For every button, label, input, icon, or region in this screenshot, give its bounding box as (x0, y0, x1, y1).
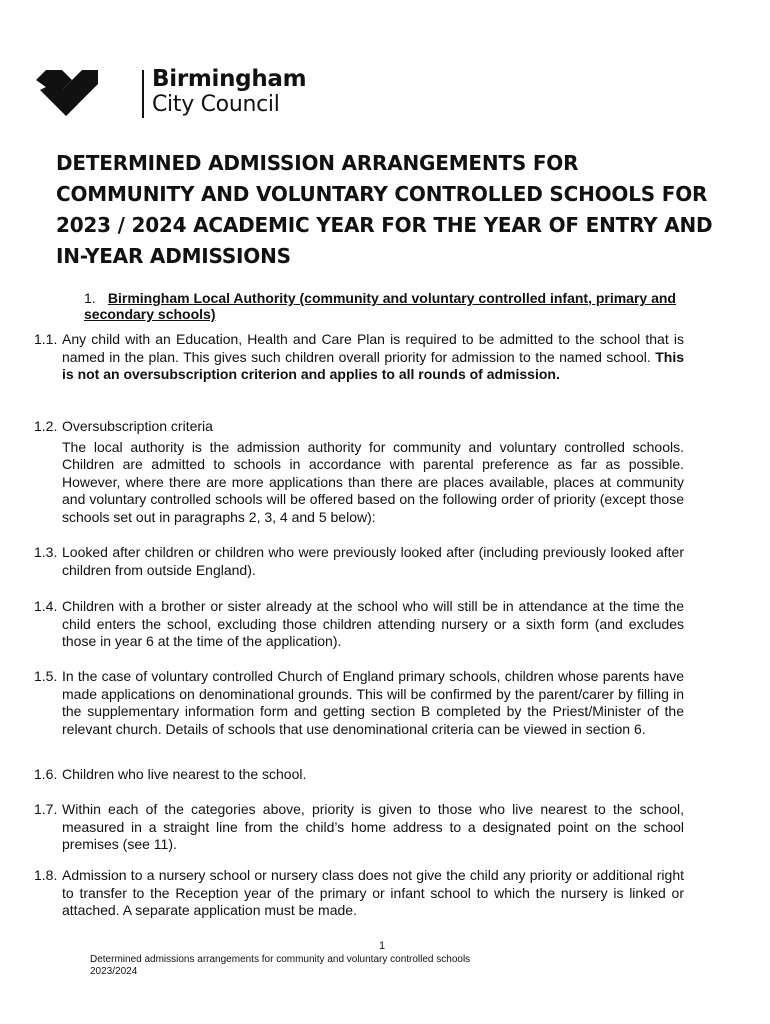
paragraph-number: 1.5. (34, 668, 58, 684)
paragraph-text: Children with a brother or sister already at the school who will still be in attendance at the time the child enters the school, excluding those children attending nursery or a sixth form (and excludes those in year 6 at the time of the application). (62, 598, 684, 649)
footer-line-1: Determined admissions arrangements for community and voluntary controlled schools (90, 954, 471, 965)
paragraph-text: In the case of voluntary controlled Church of England primary schools, children whose parents have made applications on denominational grounds. This will be confirmed by the parent/carer by filling in the supplementary information form and getting section B completed by the Priest/Minister of the relevant church. Details of schools that use denominational criteria can be viewed in section 6. (62, 668, 684, 737)
paragraph-1-7 (34, 801, 684, 854)
paragraph-1-5 (34, 668, 684, 738)
paragraph-1-8 (34, 867, 684, 920)
document-title: DETERMINED ADMISSION ARRANGEMENTS FOR COMMUNITY AND VOLUNTARY CONTROLLED SCHOOLS FOR 2023 / 2024 ACADEMIC YEAR FOR THE YEAR OF ENTRY AND IN-YEAR ADMISSIONS (56, 151, 713, 268)
paragraph-text: The local authority is the admission authority for community and voluntary controlled schools. Children are admitted to schools in accordance with parental preference as far as possible. However, where there are more applications than there are places available, places at community and voluntary controlled schools will be offered based on the following order of priority (except those schools set out in paragraphs 2, 3, 4 and 5 below): (62, 438, 684, 525)
footer-line-2: 2023/2024 (90, 966, 138, 977)
section-number: 1. (84, 290, 96, 306)
paragraph-number: 1.6. (34, 766, 58, 782)
logo-text-birmingham: Birmingham (152, 66, 307, 92)
logo-divider (142, 70, 144, 118)
page-footer (90, 954, 650, 978)
paragraph-number: 1.2. (34, 418, 58, 434)
section-1-heading (84, 290, 684, 322)
paragraph-subheading: Oversubscription criteria (62, 418, 213, 434)
paragraph-text: Admission to a nursery school or nursery class does not give the child any priority or additional right to transfer to the Reception year of the primary or infant school to which the nursery is linked or attached. A separate application must be made. (62, 867, 684, 918)
paragraph-1-3 (34, 544, 684, 579)
page-number: 1 (379, 940, 386, 952)
bcc-heart-mark-icon (36, 70, 134, 116)
paragraph-1-2 (34, 418, 684, 526)
paragraph-bold-text: This is not an oversubscription criterion and applies to all rounds of admission. (62, 348, 684, 382)
section-heading-text: Birmingham Local Authority (community and voluntary controlled infant, primary and secondary schools) (84, 290, 676, 322)
paragraph-text: Looked after children or children who were previously looked after (including previously looked after children from outside England). (62, 544, 684, 578)
paragraph-text: Children who live nearest to the school. (62, 766, 307, 782)
paragraph-1-1 (34, 331, 684, 384)
paragraph-text: Within each of the categories above, priority is given to those who live nearest to the school, measured in a straight line from the child’s home address to a designated point on the school premises (see 11). (62, 801, 684, 852)
paragraph-number: 1.8. (34, 867, 58, 883)
paragraph-number: 1.1. (34, 331, 58, 347)
paragraph-text: Any child with an Education, Health and Care Plan is required to be admitted to the school that is named in the plan. This gives such children overall priority for admission to the named school. (62, 331, 684, 365)
logo-text-city-council: City Council (152, 92, 280, 117)
paragraph-number: 1.7. (34, 801, 58, 817)
paragraph-number: 1.3. (34, 544, 58, 560)
birmingham-city-council-logo (36, 64, 307, 120)
paragraph-number: 1.4. (34, 598, 58, 614)
paragraph-1-4 (34, 598, 684, 651)
paragraph-1-6 (34, 766, 684, 784)
